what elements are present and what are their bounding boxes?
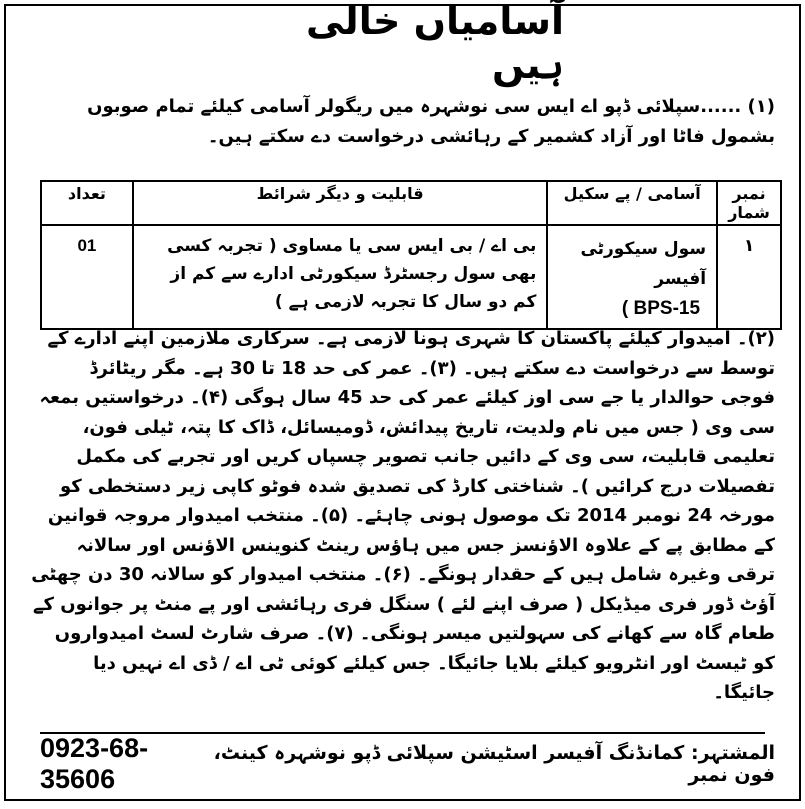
footer [40, 733, 775, 794]
table-header-row [41, 181, 781, 225]
row-qualification: بی اے / بی ایس سی یا مساوی ( تجربہ کسی بھی سول رجسٹرڈ سیکورٹی ادارے سے کم از کم دو سال کا تجربہ لازمی ہے ) [133, 225, 548, 329]
publisher: المشتہر: کمانڈنگ آفیسر اسٹیشن سپلائی ڈپو نوشہرہ کینٹ، فون نمبر [213, 742, 775, 786]
post-title: سول سیکورٹی آفیسر [580, 239, 707, 289]
phone-number: 0923-68-35606 [40, 733, 149, 794]
page-title: آسامیاں خالی ہیں [305, 0, 564, 87]
row-post [547, 225, 717, 329]
row-serial: ۱ [717, 225, 781, 329]
pay-scale: ( BPS-15 [621, 298, 701, 319]
intro-paragraph: (۱) ......سپلائی ڈپو اے ایس سی نوشہرہ میں ریگولر آسامی کیلئے تمام صوبوں بشمول فاٹا اور آزاد کشمیر کے رہائشی درخواست دے سکتے ہیں۔ [87, 96, 775, 147]
conditions-paragraph: (۲)۔ امیدوار کیلئے پاکستان کا شہری ہونا لازمی ہے۔ سرکاری ملازمین اپنے ادارے کے توسط سے درخواست دے سکتے ہیں۔ (۳)۔ عمر کی حد 18 تا 30 ہے۔ مگر ریٹائرڈ فوجی حوالدار یا جے سی اوز کیلئے عمر کی حد 45 سال ہوگی (۴)۔ درخواستیں بمعہ سی وی ( جس میں نام ولدیت، تاریخ پیدائش، ڈومیسائل، ڈاک کا پتہ، ٹیلی فون، تعلیمی قابلیت، سی وی کے دائیں جانب تصویر چسپاں کریں اور تجربے کی مکمل تفصیلات درج کرائیں )۔ شناختی کارڈ کی تصدیق شدہ فوٹو کاپی زیر دستخطی کو مورخہ 24 نومبر 2014 تک موصول ہونی چاہئے۔ (۵)۔ منتخب امیدوار مروجہ قوانین کے مطابق پے کے علاوہ الاؤنسز جس میں ہاؤس رینٹ کنوینس الاؤنس اور سالانہ ترقی وغیرہ شامل ہیں کے حقدار ہونگے۔ (۶)۔ منتخب امیدوار کو سالانہ 30 دن چھٹی آؤٹ ڈور فری میڈیکل ( صرف اپنے لئے ) سنگل فری رہائشی اور پے منٹ پر جوانوں کے طعام گاہ سے کھانے کی سہولتیں میسر ہونگی۔ (۷)۔ صرف شارٹ لسٹ امیدواروں کو ٹیسٹ اور انٹرویو کیلئے بلایا جائیگا۔ جس کیلئے کوئی ٹی اے / ڈی اے نہیں دیا جائیگا۔ [31, 328, 775, 703]
header-qualification: قابلیت و دیگر شرائط [133, 181, 548, 225]
header-count: تعداد [41, 181, 133, 225]
row-count: 01 [41, 225, 133, 329]
vacancy-table [40, 180, 782, 330]
advertisement [4, 0, 801, 801]
header-post: آسامی / پے سکیل [547, 181, 717, 225]
table-row [41, 225, 781, 329]
header-serial: نمبر شمار [717, 181, 781, 225]
